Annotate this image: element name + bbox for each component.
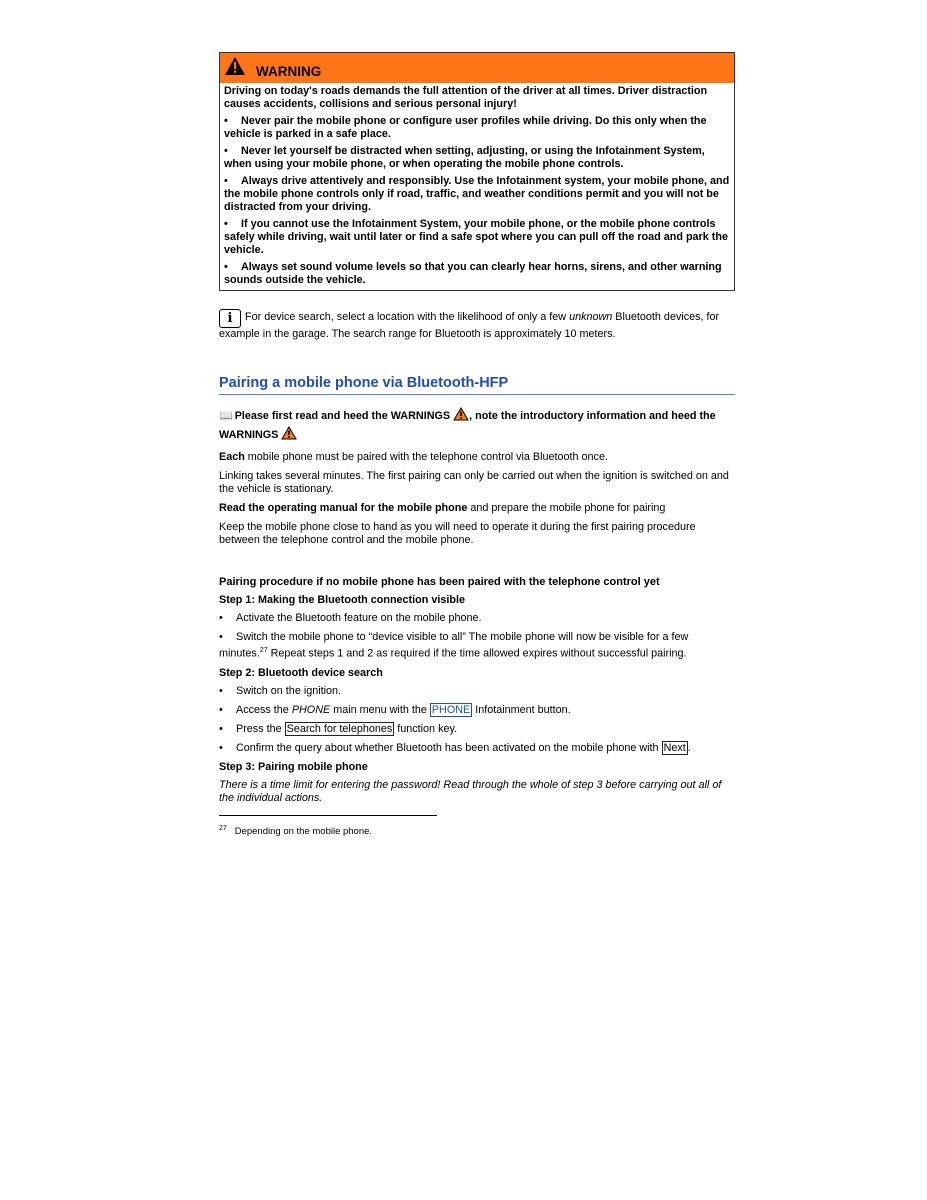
info-note: i For device search, select a location with the likelihood of only a few unknown Bluetooth devices, for example in the garage. The search range for Bluetooth is approximately 10 meters. — [219, 311, 720, 340]
bullet: • — [224, 218, 228, 230]
paragraph: Linking takes several minutes. The first pairing can only be carried out when the ignition is switched on and the vehicle is stationary. — [219, 470, 729, 495]
warning-box — [219, 52, 735, 291]
warning-intro: Driving on today's roads demands the full attention of the driver at all times. Driver distraction causes accidents, collisions and serious personal injury! — [224, 85, 708, 110]
warning-triangle-icon — [453, 407, 469, 426]
bullet: • — [219, 722, 223, 735]
bullet: • — [224, 115, 228, 127]
paragraph: Each mobile phone must be paired with the telephone control via Bluetooth once. — [219, 451, 608, 463]
bullet: • — [219, 612, 223, 624]
warning-header — [220, 53, 734, 83]
list-item: • Confirm the query about whether Bluetooth has been activated on the mobile phone with Next . — [219, 741, 691, 754]
warning-item: • Never let yourself be distracted when setting, adjusting, or using the Infotainment System, when using your mobile phone, or when operating the mobile phone controls. — [224, 145, 705, 170]
warning-item: • Never pair the mobile phone or configure user profiles while driving. Do this only when the vehicle is parked in a safe place. — [224, 115, 707, 140]
list-item: • Activate the Bluetooth feature on the mobile phone. — [219, 612, 482, 624]
step-heading: Step 2: Bluetooth device search — [219, 666, 383, 679]
list-item: • Press the Search for telephones function key. — [219, 722, 458, 735]
warning-item: • Always set sound volume levels so that you can clearly hear horns, sirens, and other warning sounds outside the vehicle. — [224, 261, 722, 286]
list-item: • Switch the mobile phone to “device visible to all” The mobile phone will now be visible for a few minutes.$^{27}$ Repeat steps 1 and 2 as required if the time allowed expires without successful pairing. — [219, 631, 689, 660]
bullet: • — [219, 631, 223, 643]
step-heading: Step 1: Making the Bluetooth connection visible — [219, 594, 465, 606]
list-item: • Switch on the ignition. — [219, 684, 342, 697]
warning-body — [220, 83, 734, 290]
warning-title: WARNING — [256, 63, 322, 79]
bullet: • — [219, 703, 223, 716]
bullet: • — [224, 261, 228, 273]
list-item: • Access the PHONE main menu with the PHONE Infotainment button. — [219, 703, 571, 716]
bullet: • — [219, 741, 223, 754]
book-icon: 📖 — [219, 410, 233, 422]
manual-page — [219, 52, 735, 837]
search-telephones-key-label: Search for telephones — [286, 722, 393, 735]
bullet: • — [224, 145, 228, 157]
warning-triangle-icon — [224, 56, 246, 81]
procedure-heading: Pairing procedure if no mobile phone has been paired with the telephone control yet — [219, 576, 660, 588]
time-limit-note: There is a time limit for entering the password! Read through the whole of step 3 before carrying out all of the individual actions. — [219, 778, 722, 804]
bullet: • — [219, 684, 223, 697]
step-heading: Step 3: Pairing mobile phone — [219, 760, 368, 773]
warning-item: • If you cannot use the Infotainment System, your mobile phone, or the mobile phone controls safely while driving, wait until later or find a safe spot where you can pull off the road and park the vehicle. — [224, 218, 728, 256]
warning-triangle-icon — [281, 426, 297, 445]
bullet: • — [224, 175, 228, 187]
footnote-ref[interactable]: 27 — [259, 647, 268, 654]
phone-button-label: PHONE — [431, 703, 471, 716]
warning-item: • Always drive attentively and responsibly. Use the Infotainment system, your mobile phone, and the mobile phone controls only if road, traffic, and weather conditions permit and you will not be distracted from your driving. — [224, 175, 730, 213]
section-heading: Pairing a mobile phone via Bluetooth-HFP — [219, 375, 735, 395]
footnote: $^{27}$ Depending on the mobile phone. — [219, 824, 373, 837]
warnings-reference: 📖 Please first read and heed the WARNINGS , note the introductory information and heed the WARNINGS — [219, 407, 735, 445]
info-icon: i — [219, 309, 241, 328]
footnote-divider — [219, 815, 437, 816]
paragraph: Read the operating manual for the mobile phone and prepare the mobile phone for pairing — [219, 502, 666, 514]
next-key-label: Next — [663, 741, 686, 754]
paragraph: Keep the mobile phone close to hand as you will need to operate it during the first pairing procedure between the telephone control and the mobile phone. — [219, 521, 696, 546]
